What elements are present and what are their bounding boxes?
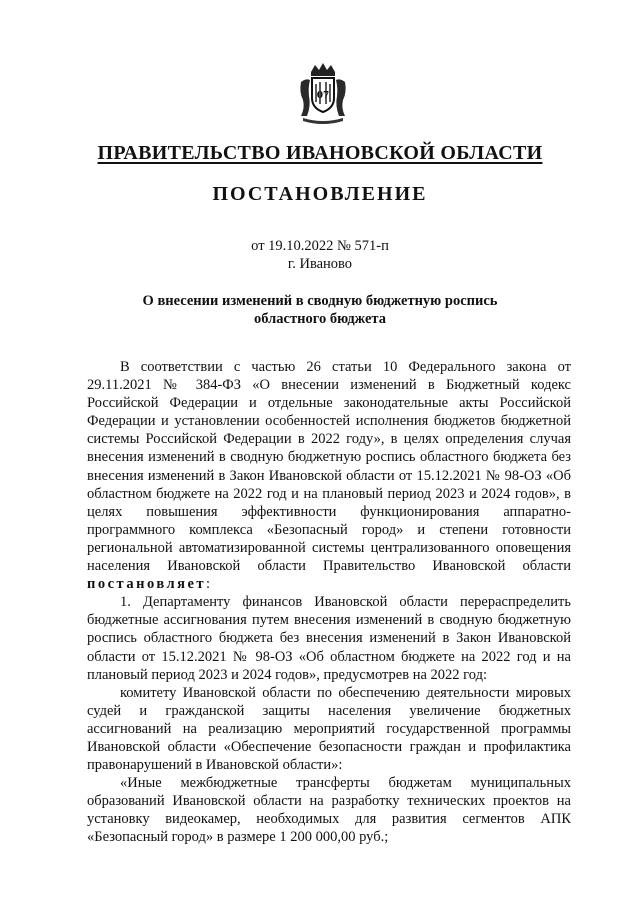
date-and-number: от 19.10.2022 № 571-п <box>251 238 389 254</box>
committee-paragraph: комитету Ивановской области по обеспечению деятельности мировых судей и гражданской защиты населения увеличение бюджетных ассигнований на реализацию мероприятий государственной программы Ивановской области «Обеспечение безопасности граждан и профилактика правонарушений в Ивановской области»: <box>87 684 571 774</box>
coat-of-arms-icon <box>297 62 349 124</box>
item-1-paragraph: 1. Департаменту финансов Ивановской области перераспределить бюджетные ассигнования путем внесения изменений в сводную бюджетную роспись областного бюджета без внесения изменений в Закон Ивановской области от 15.12.2021 № 98-ОЗ «Об областном бюджете на 2022 год и на плановый период 2023 и 2024 годов», предусмотрев на 2022 год: <box>87 594 571 683</box>
decree-suffix: : <box>206 576 211 593</box>
government-title: ПРАВИТЕЛЬСТВО ИВАНОВСКОЙ ОБЛАСТИ <box>97 142 543 164</box>
subject-line-2: областного бюджета <box>254 311 386 327</box>
decree-word: постановляет <box>87 576 207 593</box>
document-body <box>87 358 571 847</box>
subject-line-1: О внесении изменений в сводную бюджетную роспись <box>142 293 498 309</box>
document-type-heading: ПОСТАНОВЛЕНИЕ <box>212 183 428 205</box>
preamble-paragraph <box>87 358 571 593</box>
document-subject <box>120 292 520 328</box>
svg-text:07: 07 <box>316 91 330 101</box>
preamble-text: В соответствии с частью 26 статьи 10 Федерального закона от 29.11.2021 № 384-ФЗ «О внесении изменений в Бюджетный кодекс Российской Федерации и отдельные законодательные акты Российской Федерации и установлении особенностей исполнения бюджетов бюджетной системы Российской Федерации в 2022 году», в целях определения случая внесения изменений в сводную бюджетную роспись областного бюджета без внесения изменений в Закон Ивановской области от 15.12.2021 № 98-ОЗ «Об областном бюджете на 2022 год и на плановый период 2023 и 2024 годов», в целях повышения эффективности функционирования аппаратно-программного комплекса «Безопасный город» и степени готовности региональной автоматизированной системы централизованного оповещения населения Ивановской области Правительство Ивановской области <box>87 359 571 575</box>
city-name: г. Иваново <box>287 256 353 272</box>
transfer-paragraph: «Иные межбюджетные трансферты бюджетам муниципальных образований Ивановской области на разработку технических проектов на установку видеокамер, необходимых для развития сегментов АПК «Безопасный город» в размере 1 200 000,00 руб.; <box>87 775 571 846</box>
